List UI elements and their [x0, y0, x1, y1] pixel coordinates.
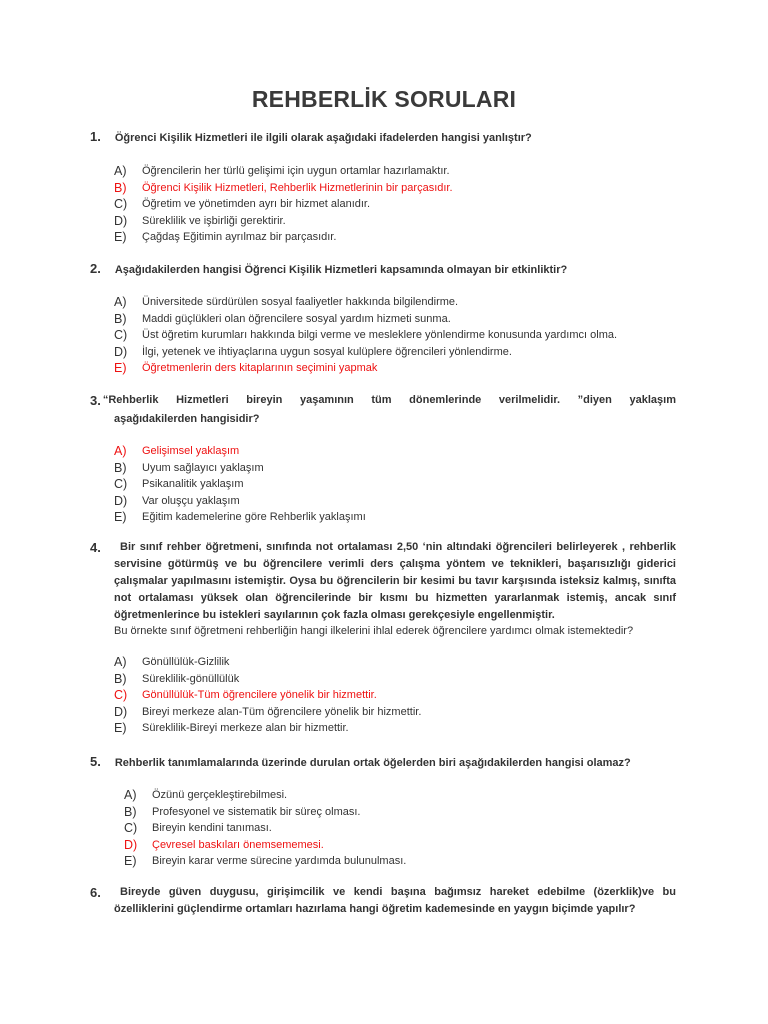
question-3: [90, 392, 676, 526]
option-5c: C) Bireyin kendini tanıması.: [124, 821, 272, 835]
option-3c: C) Psikanalitik yaklaşım: [114, 477, 244, 491]
option-2e: E) Öğretmenlerin ders kitaplarının seçimini yapmak: [114, 361, 378, 375]
question-number: 5.: [90, 754, 101, 769]
option-5e: E) Bireyin karar verme sürecine yardımda bulunulması.: [124, 854, 407, 868]
question-5: [90, 753, 676, 870]
question-1: [90, 128, 676, 246]
question-4-question: Bu örnekte sınıf öğretmeni rehberliğin hangi ilkelerini ihlal ederek öğrencilere yardımcı olmak istemektedir?: [114, 625, 634, 637]
option-4d: D) Bireyi merkeze alan-Tüm öğrencilere yönelik bir hizmettir.: [114, 704, 422, 719]
question-6-text: Bireyde güven duygusu, girişimcilik ve kendi başına bağımsız hareket edebilme (özerklik)ve bu özelliklerini güçlendirme ortamları hazırlama hangi öğretim kademesinde en yaygın biçimde yapılır?: [114, 886, 676, 915]
question-1-text: 1. Öğrenci Kişilik Hizmetleri ile ilgili olarak aşağıdaki ifadelerden hangisi yanlıştır?: [90, 129, 532, 144]
option-1b: B) Öğrenci Kişilik Hizmetleri, Rehberlik Hizmetlerinin bir parçasıdır.: [114, 180, 453, 195]
question-2-text: 2. Aşağıdakilerden hangisi Öğrenci Kişilik Hizmetleri kapsamında olmayan bir etkinliktir?: [90, 261, 568, 276]
question-5-text: 5. Rehberlik tanımlamalarında üzerinde durulan ortak öğelerden biri aşağıdakilerden hangisi olamaz?: [90, 754, 631, 769]
question-4-passage: Bir sınıf rehber öğretmeni, sınıfında not ortalaması 2,50 ‘nin altındaki öğrencileri belirleyerek , rehberlik servisine götürmüş ve bu öğrencilere verimli ders çalışma yöntem ve teknikleri, başarısızlığı giderici çalışmalar yapılmasını istemiştir. Oysa bu öğrencilerin bir kesimi bu tavır karşısında isteksiz kalmış, sınıfta not ortalaması yüksek olan öğrencilerinde bir kısmı bu hizmetten yararlanmak istemiş, ancak sınıf öğretmenlerince bu istekleri sayılarının çok fazla olması gerekçesiyle engellenmiştir.: [114, 541, 676, 621]
option-2d: D) İlgi, yetenek ve ihtiyaçlarına uygun sosyal kulüplere öğrencileri yönlendirme.: [114, 344, 512, 359]
option-5b: B) Profesyonel ve sistematik bir süreç olması.: [124, 804, 361, 819]
question-number: 3.: [90, 393, 101, 408]
option-4e: E) Süreklilik-Bireyi merkeze alan bir hizmettir.: [114, 721, 349, 735]
option-3a: A) Gelişimsel yaklaşım: [114, 444, 240, 458]
question-number: 6.: [90, 885, 101, 900]
question-3-options: [90, 443, 676, 526]
page-title: REHBERLİK SORULARI: [251, 86, 517, 112]
option-4b: B) Süreklilik-gönüllülük: [114, 671, 240, 686]
option-1d: D) Süreklilik ve işbirliği gerektirir.: [114, 213, 286, 228]
question-number: 2.: [90, 261, 101, 276]
question-2-options: [90, 294, 676, 377]
question-4: [90, 539, 676, 735]
option-1e: E) Çağdaş Eğitimin ayrılmaz bir parçasıdır.: [114, 230, 337, 244]
option-1a: A) Öğrencilerin her türlü gelişimi için uygun ortamlar hazırlamaktır.: [114, 164, 450, 178]
option-1c: C) Öğretim ve yönetimden ayrı bir hizmet alanıdır.: [114, 197, 371, 211]
question-2: [90, 260, 676, 377]
question-number: 1.: [90, 129, 101, 144]
option-3d: D) Var oluşçu yaklaşım: [114, 493, 240, 508]
option-2a: A) Üniversitede sürdürülen sosyal faaliyetler hakkında bilgilendirme.: [114, 295, 459, 309]
option-2c: C) Üst öğretim kurumları hakkında bilgi verme ve mesleklere yönlendirme konusunda yardımcı olma.: [114, 328, 618, 342]
option-2b: B) Maddi güçlükleri olan öğrencilere sosyal yardım hizmeti sunma.: [114, 311, 451, 326]
question-6: [90, 884, 676, 915]
option-4c: C) Gönüllülük-Tüm öğrencilere yönelik bir hizmettir.: [114, 688, 377, 702]
option-3e: E) Eğitim kademelerine göre Rehberlik yaklaşımı: [114, 510, 366, 524]
option-5d: D) Çevresel baskıları önemsememesi.: [124, 837, 324, 852]
option-4a: A) Gönüllülük-Gizlilik: [114, 655, 230, 669]
question-3-text: 3. “Rehberlik Hizmetleri bireyin yaşamının tüm dönemlerinde verilmelidir. ”diyen yaklaşım aşağıdakilerden hangisidir?: [90, 393, 676, 425]
option-5a: A) Özünü gerçekleştirebilmesi.: [124, 788, 288, 802]
question-1-options: [90, 163, 676, 246]
question-4-options: [90, 654, 676, 737]
option-3b: B) Uyum sağlayıcı yaklaşım: [114, 460, 264, 475]
question-5-options: [90, 787, 676, 870]
question-number: 4.: [90, 540, 101, 555]
